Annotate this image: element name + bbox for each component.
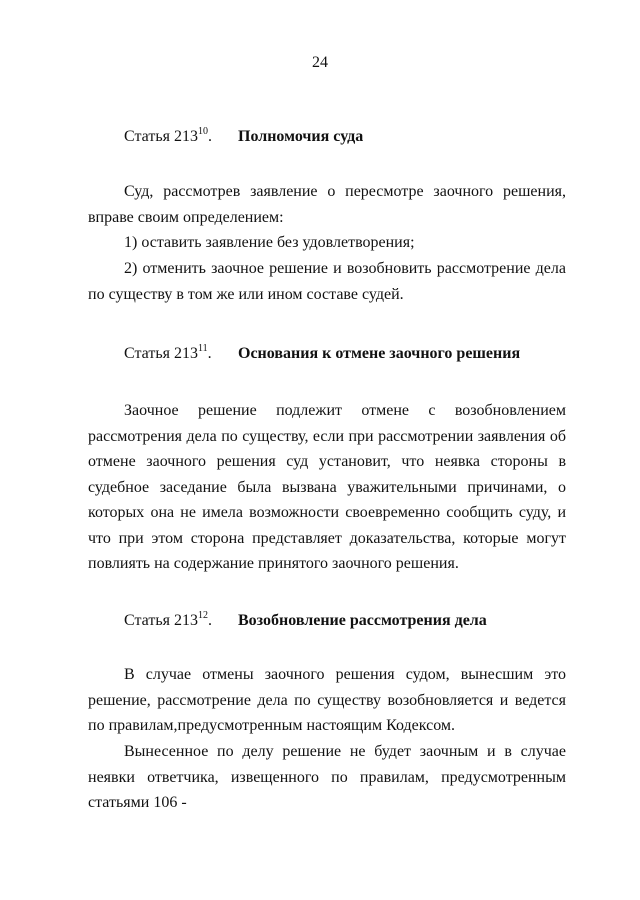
article-title: Полномочия суда (238, 128, 364, 145)
paragraph: 2) отменить заочное решение и возобновить рассмотрение дела по существу в том же или ином составе судей. (88, 260, 566, 303)
paragraph: В случае отмены заочного решения судом, вынесшим это решение, рассмотрение дела по существу возобновляется и ведется по правилам,предусмотренным настоящим Кодексом. (88, 666, 566, 734)
article-number: Статья 213 (124, 345, 198, 362)
article-suffix: . (207, 612, 212, 629)
article-heading-213-11 (124, 343, 521, 363)
article-superscript: 11 (197, 343, 208, 354)
article-heading-213-12 (124, 610, 487, 630)
article-title: Возобновление рассмотрения дела (238, 612, 487, 629)
article-suffix: . (207, 128, 212, 145)
paragraph: Вынесенное по делу решение не будет заочным и в случае неявки ответчика, извещенного по правилам, предусмотренным статьями 106 - (88, 743, 566, 811)
article-number: Статья 213 (124, 128, 198, 145)
article-superscript: 12 (197, 610, 208, 621)
article-number: Статья 213 (124, 612, 198, 629)
article-title: Основания к отмене заочного решения (238, 345, 521, 362)
paragraph: Суд, рассмотрев заявление о пересмотре заочного решения, вправе своим определением: (88, 183, 566, 226)
paragraph: 1) оставить заявление без удовлетворения; (124, 234, 415, 251)
article-heading-213-10 (124, 126, 364, 146)
article-suffix: . (207, 345, 212, 362)
paragraph: Заочное решение подлежит отмене с возобновлением рассмотрения дела по существу, если при рассмотрении заявления об отмене заочного решения суд установит, что неявка стороны в судебное заседание была вызвана уважительными причинами, о которых она не имела возможности своевременно сообщить суду, и что при этом сторона представляет доказательства, которые могут повлиять на содержание принятого заочного решения. (88, 402, 566, 572)
article-superscript: 10 (197, 126, 208, 137)
page-number: 24 (312, 54, 328, 71)
